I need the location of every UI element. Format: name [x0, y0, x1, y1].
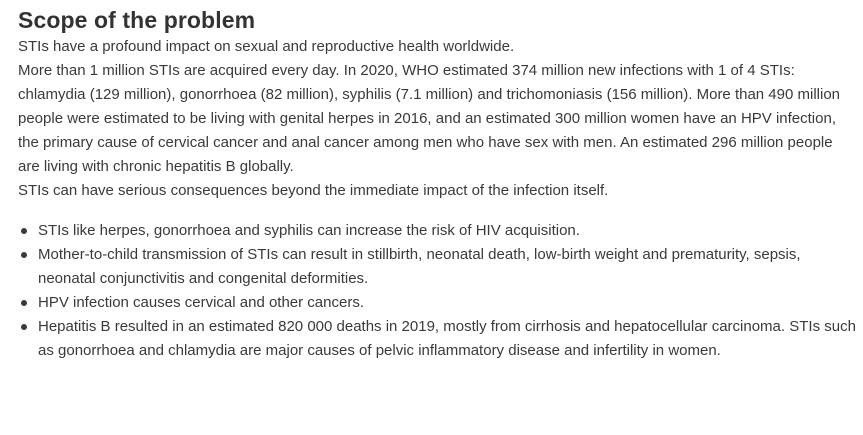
list-item [38, 291, 858, 315]
list-item-text: Hepatitis B resulted in an estimated 820 000 deaths in 2019, mostly from cirrhosis and hepatocellular carcinoma. STIs such as gonorrhoea and chlamydia are major causes of pelvic inflammatory disease and infertility in women. [38, 318, 856, 359]
list-item-text: Mother-to-child transmission of STIs can result in stillbirth, neonatal death, low-birth weight and prematurity, sepsis, neonatal conjunctivitis and congenital deformities. [38, 246, 801, 287]
bullet-icon [21, 300, 27, 306]
list-item [38, 243, 858, 291]
consequences-paragraph: STIs can have serious consequences beyond the immediate impact of the infection itself. [18, 182, 609, 199]
list-item-text: HPV infection causes cervical and other cancers. [38, 294, 364, 311]
bullet-icon [21, 324, 27, 330]
bullet-icon [21, 228, 27, 234]
list-item [38, 219, 858, 243]
bullet-icon [21, 252, 27, 258]
list-item [38, 315, 858, 363]
section-title: Scope of the problem [18, 7, 256, 33]
statistics-paragraph: More than 1 million STIs are acquired every day. In 2020, WHO estimated 374 million new infections with 1 of 4 STIs: chlamydia (129 million), gonorrhoea (82 million), syphilis (7.1 million) and trichomoniasis (156 million). More than 490 million people were estimated to be living with genital herpes in 2016, and an estimated 300 million women have an HPV infection, the primary cause of cervical cancer and anal cancer among men who have sex with men. An estimated 296 million people are living with chronic hepatitis B globally. [18, 62, 841, 175]
consequences-list [18, 219, 858, 363]
list-item-text: STIs like herpes, gonorrhoea and syphilis can increase the risk of HIV acquisition. [38, 222, 580, 239]
intro-paragraph: STIs have a profound impact on sexual and reproductive health worldwide. [18, 38, 515, 55]
